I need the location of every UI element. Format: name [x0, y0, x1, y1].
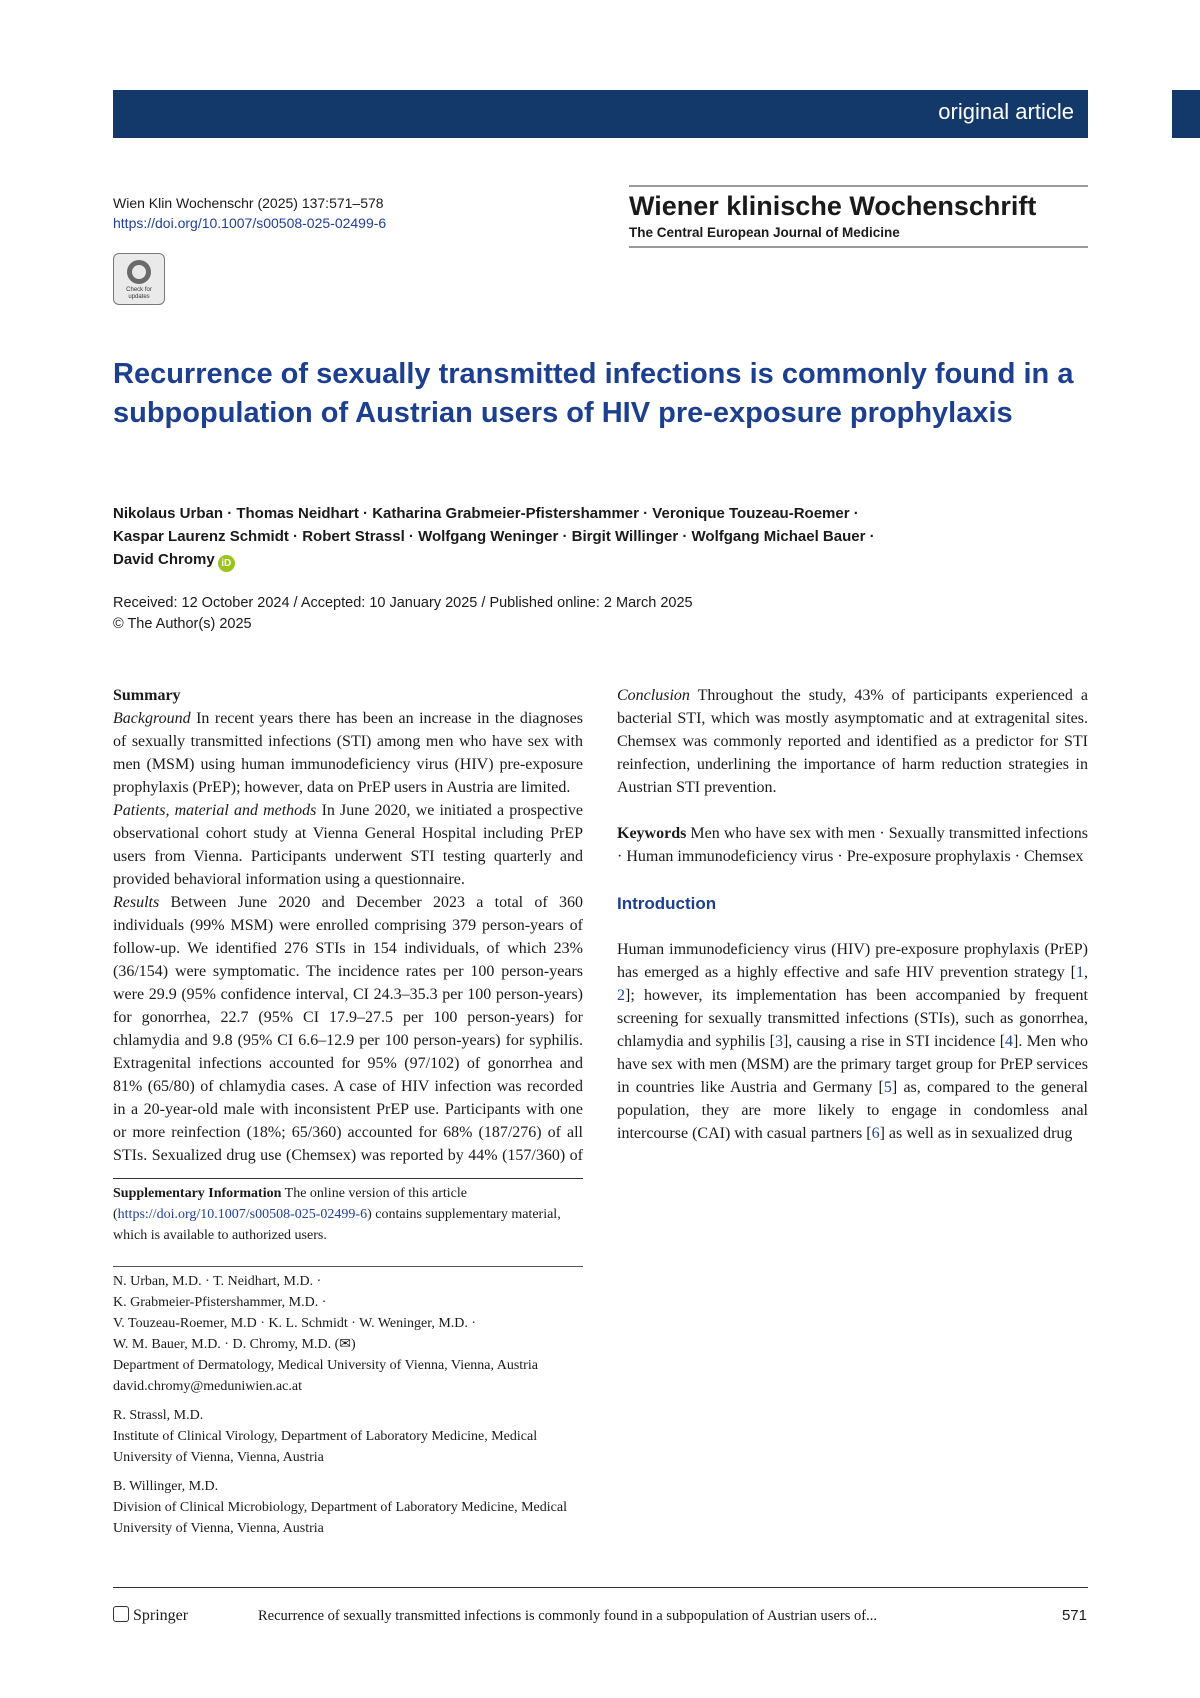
- results-text: Between June 2020 and December 2023 a total of 360 individuals (99% MSM) were enrolled comprising 379 person-years of follow-up. We identified 276 STIs in 154 individuals, of which 23% (36/154) were symptomatic. The incidence rates per 100 person-years were 29.9 (95% confidence interval, CI 24.3–35.3 per 100 person-years) for gonorrhea, 22.7 (95% CI 17.9–27.5 per 100 person-years) for chlamydia and 9.8 (95% CI 6.6–12.9 per 100 person-years) for syphilis. Extragenital infections accounted for 95% (97/102) of gonorrhea and 81% (65/80) of chlamydia cases. A case of HIV infection was recorded in a 20-year-old male with inconsistent PrEP use. Participants with one or more reinfection (18%; 65/360) accounted for 68% (187/276) of all STIs. Sexualized drug use (Chemsex) was reported by 44% (157/360) of: [113, 894, 583, 1164]
- methods-text: In June 2020, we initiated a prospective observational cohort study at Vienna General Hospital including PrEP users from Vienna. Participants underwent STI testing quarterly and provided behavioral information using a questionnaire.: [113, 802, 584, 888]
- methods-paragraph: [113, 799, 583, 891]
- citation-block: [113, 193, 386, 233]
- journal-name: Wiener klinische Wochenschrift: [629, 191, 1037, 221]
- section-banner: [113, 90, 1088, 138]
- reference-link[interactable]: 4: [1005, 1033, 1014, 1050]
- supplementary-doi-link[interactable]: https://doi.org/10.1007/s00508-025-02499-6: [117, 1207, 368, 1222]
- journal-masthead: [629, 185, 1088, 248]
- supplementary-information: [113, 1183, 583, 1246]
- background-paragraph: [113, 707, 583, 799]
- results-paragraph: [113, 891, 583, 1167]
- intro-text: ]. Men who have sex with men (MSM) are the primary target group for PrEP services in countries like Austria and Germany [: [617, 1033, 1088, 1096]
- intro-text: Human immunodeficiency virus (HIV) pre-exposure prophylaxis (PrEP) has emerged as a highly effective and safe HIV prevention strategy [: [617, 941, 1088, 981]
- intro-text: ]; however, its implementation has been accompanied by frequent screening for sexually transmitted infections (STIs), such as gonorrhea, chlamydia and syphilis [: [617, 987, 1088, 1050]
- background-text: In recent years there has been an increase in the diagnoses of sexually transmitted infections (STI) among men who have sex with men (MSM) using human immunodeficiency virus (HIV) pre-exposure prophylaxis (PrEP); however, data on PrEP users in Austria are limited.: [113, 710, 583, 796]
- conclusion-label: Conclusion: [617, 687, 690, 704]
- intro-text: ] as well as in sexualized drug: [879, 1125, 1073, 1142]
- reference-link[interactable]: 5: [883, 1079, 892, 1096]
- reference-link[interactable]: 2: [617, 987, 625, 1004]
- affiliation-department: Department of Dermatology, Medical University of Vienna, Vienna, Austria: [113, 1358, 538, 1373]
- supplementary-divider: [113, 1178, 583, 1179]
- reference-link[interactable]: 1: [1076, 964, 1084, 981]
- affiliation-block: [113, 1476, 583, 1539]
- summary-right-column: [617, 684, 1088, 1145]
- supplementary-text: The online version of this article (: [113, 1186, 467, 1222]
- affiliation-names: W. M. Bauer, M.D. · D. Chromy, M.D. (✉): [113, 1337, 356, 1352]
- affiliation-names: K. Grabmeier-Pfistershammer, M.D. ·: [113, 1295, 327, 1310]
- supplementary-label: Supplementary Information: [113, 1186, 282, 1201]
- author-line: [113, 548, 1088, 572]
- results-label: Results: [113, 894, 160, 911]
- author-line: Kaspar Laurenz Schmidt · Robert Strassl · Wolfgang Weninger · Birgit Willinger · Wolfgang Michael Bauer ·: [113, 528, 875, 545]
- intro-text: ] as, compared to the general population, they are more likely to engage in condomless anal intercourse (CAI) with casual partners [: [617, 1079, 1088, 1142]
- article-title: Recurrence of sexually transmitted infections is commonly found in a subpopulation of Austrian users of HIV pre-exposure prophylaxis: [113, 358, 1074, 429]
- history-dates: Received: 12 October 2024 / Accepted: 10 January 2025 / Published online: 2 March 2025: [113, 595, 693, 611]
- crossmark-icon: [127, 260, 151, 284]
- affiliation-names: R. Strassl, M.D.: [113, 1408, 204, 1423]
- corresponding-author: David Chromy: [113, 551, 215, 568]
- footer-divider: [113, 1587, 1088, 1588]
- reference-link[interactable]: 3: [774, 1033, 783, 1050]
- author-list: [113, 502, 1088, 572]
- running-title: Recurrence of sexually transmitted infections is commonly found in a subpopulation of Austrian users of...: [258, 1608, 877, 1624]
- summary-heading: Summary: [113, 687, 181, 704]
- doi-link[interactable]: https://doi.org/10.1007/s00508-025-02499-6: [113, 215, 387, 231]
- affiliation-names: N. Urban, M.D. · T. Neidhart, M.D. ·: [113, 1274, 322, 1289]
- affiliations-divider: [113, 1266, 583, 1267]
- springer-horse-icon: [113, 1606, 129, 1622]
- check-for-updates-button[interactable]: [113, 253, 165, 305]
- copyright-notice: © The Author(s) 2025: [113, 616, 252, 632]
- affiliation-names: V. Touzeau-Roemer, M.D · K. L. Schmidt · W. Weninger, M.D. ·: [113, 1316, 477, 1331]
- orcid-icon[interactable]: iD: [218, 555, 235, 572]
- summary-left-column: [113, 684, 583, 1167]
- affiliation-block: [113, 1271, 583, 1397]
- affiliation-department: Division of Clinical Microbiology, Department of Laboratory Medicine, Medical University of Vienna, Vienna, Austria: [113, 1500, 567, 1536]
- keywords-paragraph: [617, 822, 1088, 868]
- reference-link[interactable]: 6: [871, 1125, 880, 1142]
- keywords-text: Men who have sex with men · Sexually transmitted infections · Human immunodeficiency virus · Pre-exposure prophylaxis · Chemsex: [617, 825, 1088, 865]
- article-type-label: original article: [938, 99, 1074, 124]
- affiliation-department: Institute of Clinical Virology, Department of Laboratory Medicine, Medical University of Vienna, Vienna, Austria: [113, 1429, 538, 1465]
- crossmark-label: Check for updates: [126, 287, 152, 300]
- edge-tab: [1172, 90, 1200, 138]
- introduction-paragraph: [617, 938, 1088, 1145]
- introduction-heading: Introduction: [617, 894, 717, 913]
- methods-label: Patients, material and methods: [113, 802, 317, 819]
- affiliation-block: [113, 1405, 583, 1468]
- affiliations: [113, 1271, 583, 1547]
- keywords-label: Keywords: [617, 825, 687, 842]
- page-number: 571: [1061, 1607, 1087, 1624]
- affiliation-names: B. Willinger, M.D.: [113, 1479, 219, 1494]
- author-line: Nikolaus Urban · Thomas Neidhart · Katharina Grabmeier-Pfistershammer · Veronique Touzeau-Roemer ·: [113, 505, 859, 522]
- publisher-logo: [113, 1606, 188, 1625]
- intro-text: ], causing a rise in STI incidence [: [782, 1033, 1006, 1050]
- author-email[interactable]: david.chromy@meduniwien.ac.at: [113, 1379, 302, 1394]
- conclusion-text: Throughout the study, 43% of participants experienced a bacterial STI, which was mostly asymptomatic and at extragenital sites. Chemsex was commonly reported and identified as a predictor for STI reinfection, underlining the importance of harm reduction strategies in Austrian STI prevention.: [617, 687, 1088, 796]
- publication-dates: [113, 593, 693, 635]
- supplementary-text: ) contains supplementary material, which is available to authorized users.: [113, 1207, 561, 1243]
- background-label: Background: [113, 710, 191, 727]
- citation-reference: Wien Klin Wochenschr (2025) 137:571–578: [113, 195, 384, 211]
- journal-subtitle: The Central European Journal of Medicine: [629, 225, 900, 240]
- conclusion-paragraph: [617, 684, 1088, 799]
- intro-text: ,: [1084, 964, 1088, 981]
- publisher-name: Springer: [133, 1607, 189, 1624]
